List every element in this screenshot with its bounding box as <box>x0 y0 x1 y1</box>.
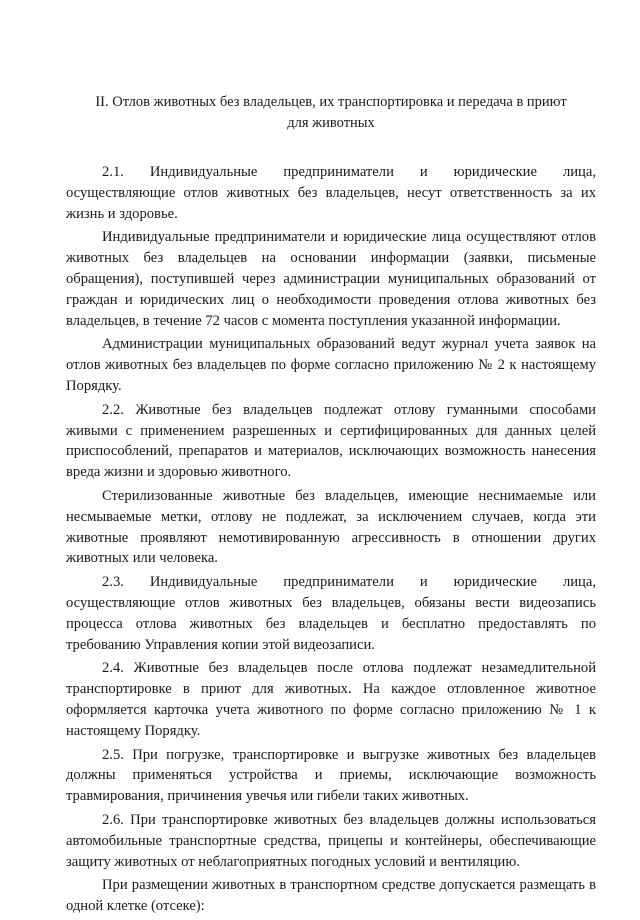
paragraph-placement: При размещении животных в транспортном средстве допускается размещать в одной клетке (отсеке): <box>66 877 596 915</box>
paragraph-2-5: 2.5. При погрузке, транспортировке и выгрузке животных без владельцев должны применяться устройства и приемы, исключающие возможность травмирования, причинения увечья или гибели таких животных. <box>66 746 596 805</box>
section-heading-line-1: II. Отлов животных без владельцев, их транспортировка и передача в приют <box>95 94 567 110</box>
document-page <box>66 92 596 920</box>
paragraph-capture-basis: Индивидуальные предприниматели и юридические лица осуществляют отлов животных без владельцев на основании информации (заявки, письменые обращения), поступившей через администрации муниципальных образований от граждан и юридических лиц о необходимости проведения отлова животных без владельцев, в течение 72 часов с момента поступления указанной информации. <box>66 229 596 329</box>
section-heading <box>66 92 596 134</box>
paragraph-2-1: 2.1. Индивидуальные предприниматели и юридические лица, осуществляющие отлов животных без владельцев, несут ответственность за их жизнь и здоровье. <box>66 164 596 222</box>
paragraph-request-journal: Администрации муниципальных образований ведут журнал учета заявок на отлов животных без владельцев по форме согласно приложению № 2 к настоящему Порядку. <box>66 336 596 394</box>
section-heading-line-2: для животных <box>287 115 375 131</box>
paragraph-2-6: 2.6. При транспортировке животных без владельцев должны использоваться автомобильные транспортные средства, прицепы и контейнеры, обеспечивающие защиту животных от неблагоприятных погодных условий и вентиляцию. <box>66 811 596 870</box>
paragraph-2-2: 2.2. Животные без владельцев подлежат отлову гуманными способами живыми с применением разрешенных и сертифицированных для данных целей приспособлений, препаратов и материалов, исключающих возможность нанесения вреда жизни и здоровью животного. <box>66 401 596 481</box>
paragraph-sterilized-animals: Стерилизованные животные без владельцев, имеющие неснимаемые или несмываемые метки, отлову не подлежат, за исключением случаев, когда эти животные проявляют немотивированную агрессивность в отношении других животных или человека. <box>66 487 596 567</box>
paragraph-2-4: 2.4. Животные без владельцев после отлова подлежат незамедлительной транспортировке в приют для животных. На каждое отловленное животное оформляется карточка учета животного по форме согласно приложению № 1 к настоящему Порядку. <box>66 660 596 739</box>
paragraph-2-3: 2.3. Индивидуальные предприниматели и юридические лица, осуществляющие отлов животных без владельцев, обязаны вести видеозапись процесса отлова животных без владельцев и бесплатно предоставлять по требованию Управления копии этой видеозаписи. <box>66 574 596 653</box>
